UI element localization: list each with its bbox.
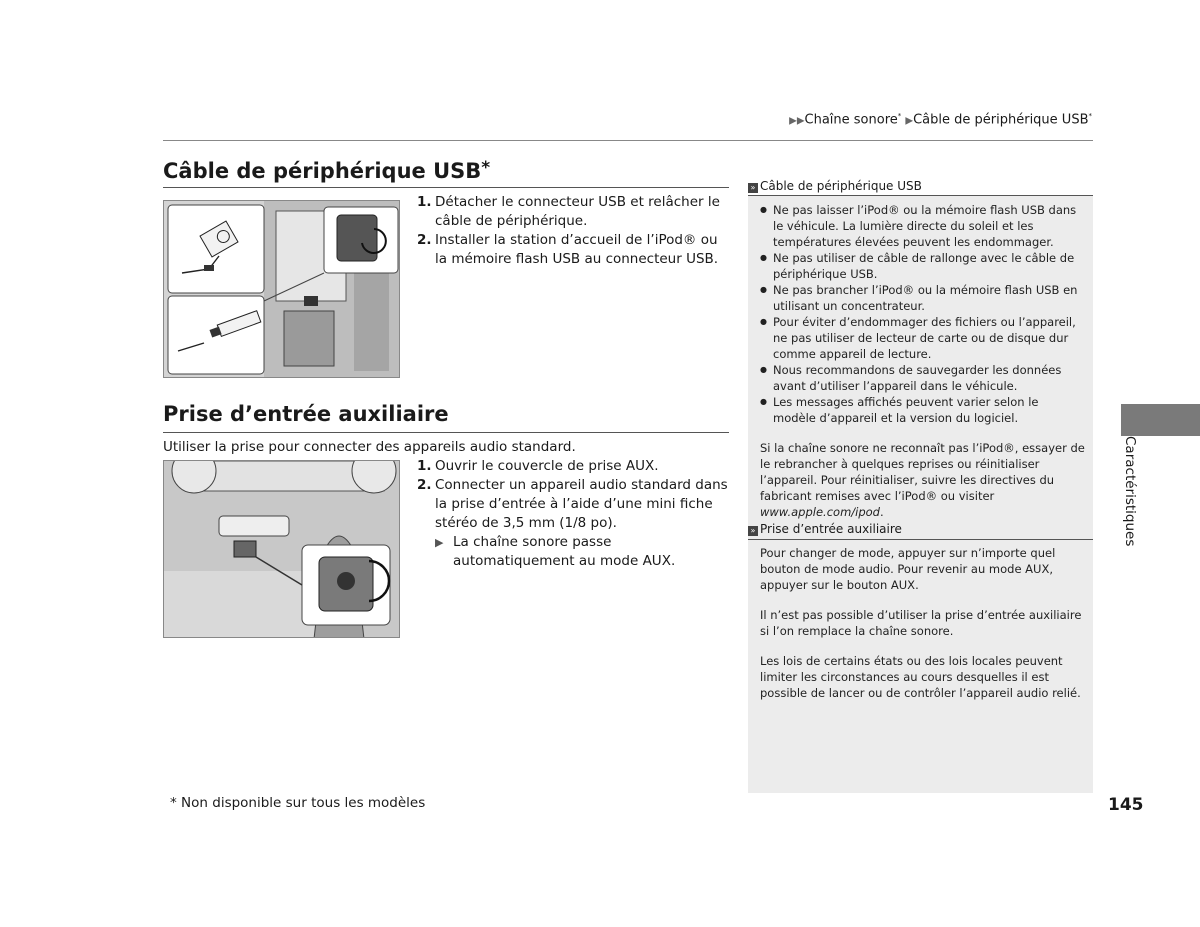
- aux-step-result: [435, 533, 729, 571]
- note-heading-usb: [748, 179, 922, 193]
- aux-note-paragraph: Il n’est pas possible d’utiliser la prise d’entrée auxiliaire si l’on remplace la chaîne sonore.: [760, 608, 1082, 638]
- result-text: La chaîne sonore passe automatiquement au mode AUX.: [453, 534, 676, 569]
- note-marker-icon: »: [748, 183, 758, 193]
- note-marker-icon: »: [748, 526, 758, 536]
- aux-note-paragraph: Pour changer de mode, appuyer sur n’importe quel bouton de mode audio. Pour revenir au mode AUX, appuyer sur le bouton AUX.: [760, 546, 1056, 592]
- aux-jack-illustration: [163, 460, 400, 638]
- section-divider: [163, 432, 729, 433]
- usb-steps: [417, 193, 729, 269]
- aux-step-2: [417, 476, 729, 571]
- note-heading-text: Câble de périphérique USB: [760, 179, 922, 193]
- usb-notes: [760, 202, 1085, 520]
- title-asterisk: *: [481, 158, 491, 178]
- note-text-end: .: [879, 505, 884, 519]
- chapter-tab-label: [1122, 436, 1142, 556]
- page-number: 145: [1108, 795, 1144, 815]
- apple-link[interactable]: www.apple.com/ipod: [760, 505, 880, 519]
- step-number: 2.: [417, 232, 432, 248]
- chapter-label-text: Caractéristiques: [1122, 436, 1138, 547]
- note-heading-text: Prise d’entrée auxiliaire: [760, 522, 902, 536]
- aux-notes: [760, 545, 1085, 701]
- step-number: 1.: [417, 458, 432, 474]
- note-bullet: ● Nous recommandons de sauvegarder les données avant d’utiliser l’appareil dans le véhicule.: [760, 362, 1085, 394]
- breadcrumb-arrow-icon: ▶▶: [789, 115, 805, 127]
- usb-connector-illustration: [163, 200, 400, 378]
- note-bullet: ● Les messages affichés peuvent varier selon le modèle d’appareil et la version du logiciel.: [760, 394, 1085, 426]
- aux-steps: [417, 457, 729, 571]
- header-divider: [163, 140, 1093, 141]
- usb-title-text: Câble de périphérique USB: [163, 159, 482, 183]
- aux-note-paragraph: Les lois de certains états ou des lois locales peuvent limiter les circonstances au cours desquelles il est possible de lancer ou de contrôler l’appareil audio relié.: [760, 654, 1081, 700]
- note-text: Si la chaîne sonore ne reconnaît pas l’iPod®, essayer de le rebrancher à quelques reprises ou réinitialiser l’appareil. Pour réinitialiser, suivre les directives du fabricant remises avec l’iPod® ou visiter: [760, 441, 1085, 503]
- breadcrumb-asterisk: *: [1088, 112, 1092, 120]
- usb-notes-list: [760, 202, 1085, 426]
- result-arrow-icon: ▶: [435, 536, 444, 549]
- aux-section-title: Prise d’entrée auxiliaire: [163, 402, 449, 426]
- step-number: 2.: [417, 477, 432, 493]
- usb-step-1: [417, 193, 729, 231]
- chapter-tab: [1121, 404, 1200, 436]
- usb-step-2: [417, 231, 729, 269]
- note-heading-aux: [748, 522, 902, 536]
- note-bullet: ● Pour éviter d’endommager des fichiers ou l’appareil, ne pas utiliser de lecteur de carte ou de disque dur comme appareil de lecture.: [760, 314, 1085, 362]
- note-divider: [748, 539, 1093, 540]
- step-text: Détacher le connecteur USB et relâcher le câble de périphérique.: [435, 194, 720, 229]
- usb-note-paragraph: [760, 440, 1085, 520]
- note-divider: [748, 195, 1093, 196]
- aux-intro: Utiliser la prise pour connecter des appareils audio standard.: [163, 439, 576, 455]
- step-text: Installer la station d’accueil de l’iPod® ou la mémoire flash USB au connecteur USB.: [435, 232, 719, 267]
- usb-section-title: [163, 158, 490, 183]
- breadcrumb-item-usb: Câble de périphérique USB: [913, 112, 1089, 128]
- breadcrumb-arrow-icon: ▶: [905, 115, 914, 127]
- note-bullet: ● Ne pas brancher l’iPod® ou la mémoire flash USB en utilisant un concentrateur.: [760, 282, 1085, 314]
- note-bullet: ● Ne pas laisser l’iPod® ou la mémoire flash USB dans le véhicule. La lumière directe du soleil et les températures élevées peuvent les endommager.: [760, 202, 1085, 250]
- breadcrumb: [789, 112, 1092, 127]
- aux-step-1: [417, 457, 729, 476]
- step-text: Ouvrir le couvercle de prise AUX.: [435, 458, 659, 474]
- breadcrumb-item-audio: Chaîne sonore: [804, 112, 898, 128]
- section-divider: [163, 187, 729, 188]
- step-number: 1.: [417, 194, 432, 210]
- breadcrumb-asterisk: *: [897, 112, 902, 120]
- footnote: * Non disponible sur tous les modèles: [170, 795, 426, 811]
- note-bullet: ● Ne pas utiliser de câble de rallonge avec le câble de périphérique USB.: [760, 250, 1085, 282]
- step-text: Connecter un appareil audio standard dans la prise d’entrée à l’aide d’une mini fiche stéréo de 3,5 mm (1/8 po).: [435, 477, 728, 531]
